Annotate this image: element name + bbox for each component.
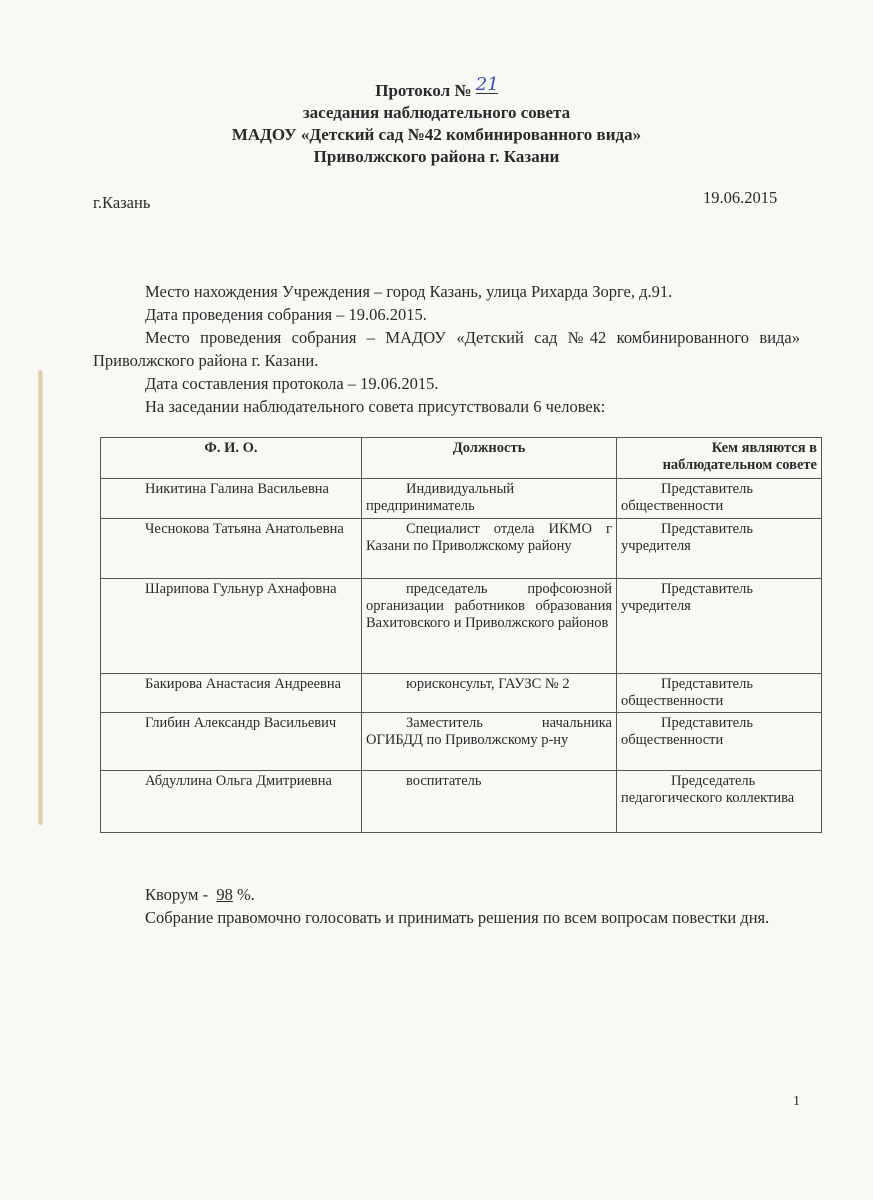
quorum-value: 98 xyxy=(216,885,233,904)
conclusion: Собрание правомочно голосовать и принимать решения по всем вопросам повестки дня. xyxy=(145,908,770,927)
table-row: Абдуллина Ольга Дмитриевна воспитатель Председатель педагогического коллектива xyxy=(101,771,822,833)
body-paragraphs xyxy=(93,280,800,418)
city: г.Казань xyxy=(93,193,151,212)
location: Место нахождения Учреждения – город Казань, улица Рихарда Зорге, д.91. xyxy=(145,282,673,301)
header-role: Кем являются в наблюдательном совете xyxy=(617,438,822,479)
quorum: Кворум - 98 %. xyxy=(145,885,255,904)
header-name: Ф. И. О. xyxy=(101,438,362,479)
table-row: Шарипова Гульнур Ахнафовна председатель профсоюзной организации работников образования Вахитовского и Приволжского районов Представитель учредителя xyxy=(101,579,822,674)
page-number: 1 xyxy=(793,1094,800,1109)
protocol-number-handwritten: 21 xyxy=(475,74,499,95)
table-header-row xyxy=(101,438,822,479)
binding-thread xyxy=(38,370,43,825)
table-row: Глибин Александр Васильевич Заместитель начальника ОГИБДД по Приволжскому р-ну Представитель общественности xyxy=(101,713,822,771)
protocol-date: Дата составления протокола – 19.06.2015. xyxy=(145,374,439,393)
table-row: Бакирова Анастасия Андреевна юрисконсульт, ГАУЗС № 2 Представитель общественности xyxy=(101,674,822,713)
title-line-2: МАДОУ «Детский сад №42 комбинированного вида» xyxy=(231,125,642,144)
table-row: Чеснокова Татьяна Анатольевна Специалист отдела ИКМО г Казани по Приволжскому району Представитель учредителя xyxy=(101,519,822,579)
table-row: Никитина Галина Васильевна Индивидуальный предприниматель Представитель общественности xyxy=(101,479,822,519)
attendance: На заседании наблюдательного совета присутствовали 6 человек: xyxy=(145,397,606,416)
title-line-1: заседания наблюдательного совета xyxy=(302,103,571,122)
date: 19.06.2015 xyxy=(703,188,778,207)
meeting-date: Дата проведения собрания – 19.06.2015. xyxy=(145,305,427,324)
title-line-3: Приволжского района г. Казани xyxy=(313,147,560,166)
protocol-title: Протокол № 21 xyxy=(375,74,499,100)
members-table xyxy=(100,437,822,833)
meeting-place: Место проведения собрания – МАДОУ «Детский сад №42 комбинированного вида» Приволжского района г. Казани. xyxy=(93,328,800,370)
header-position: Должность xyxy=(362,438,617,479)
